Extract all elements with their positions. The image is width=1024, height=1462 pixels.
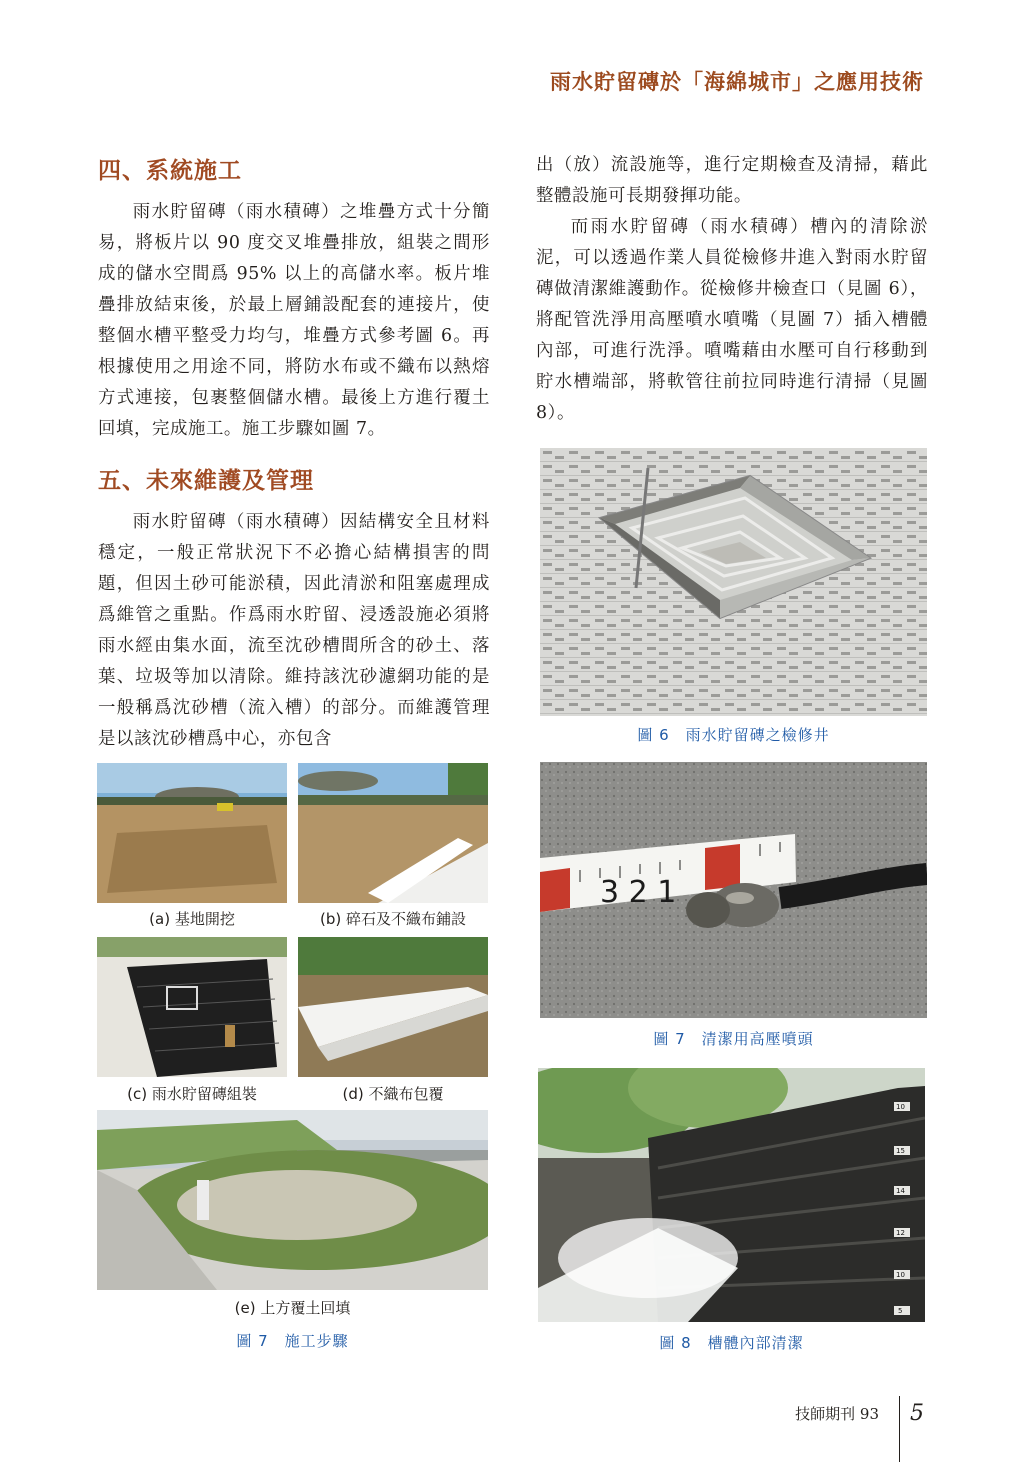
tank-tag: 5 [898, 1307, 903, 1315]
section-5 [98, 462, 490, 755]
sub-caption-a: (a) 基地開挖 [149, 910, 235, 928]
sub-caption-b: (b) 碎石及不織布鋪設 [320, 910, 466, 928]
paragraph-continued: 出（放）流設施等，進行定期檢查及清掃，藉此整體設施可長期發揮功能。 [536, 155, 928, 206]
tank-tag: 10 [896, 1103, 905, 1111]
section-paragraph: 雨水貯留磚（雨水積磚）之堆疊方式十分簡易，將板片以 90 度交叉堆疊排放，組裝之間形成的儲水空間爲 95% 以上的高儲水率。板片堆疊排放結束後，於最上層鋪設配套的連接片，使整個水槽平整受力均勻，堆疊方式參考圖 6。再根據使用之用途不同，將防水布或不織布以熱熔方式連接，包裹整個儲水槽。最後上方進行覆土回填，完成施工。施工步驟如圖 7。 [98, 202, 490, 439]
figure-8-caption: 圖 8 槽體內部清潔 [659, 1334, 804, 1352]
sub-caption-e: (e) 上方覆土回填 [234, 1299, 351, 1317]
photo-gravel-geotextile [298, 763, 488, 903]
section-4 [98, 152, 490, 445]
page-number: 5 [910, 1400, 924, 1426]
sub-caption-d: (d) 不織布包覆 [342, 1085, 444, 1103]
tank-tag: 15 [896, 1147, 905, 1155]
sub-caption-c: (c) 雨水貯留磚組裝 [127, 1085, 257, 1103]
page-footer [795, 1380, 924, 1446]
footer-divider [899, 1396, 900, 1462]
paragraph: 而雨水貯留磚（雨水積磚）槽內的清除淤泥，可以透過作業人員從檢修井進入對雨水貯留磚做清潔維護動作。從檢修井檢查口（見圖 6），將配管洗淨用高壓噴水噴嘴（見圖 7）插入槽體內部，可進行洗淨。噴嘴藉由水壓可自行移動到貯水槽端部，將軟管往前拉同時進行清掃（見圖 8）。 [536, 217, 928, 423]
photo-module-assembly [97, 937, 287, 1077]
journal-name: 技師期刊 93 [795, 1404, 879, 1423]
high-pressure-nozzle-photo [540, 762, 927, 1018]
running-title: 雨水貯留磚於「海綿城市」之應用技術 [550, 69, 924, 94]
photo-geotextile-wrap [298, 937, 488, 1077]
tank-tag: 12 [896, 1229, 905, 1237]
figure-7-steps-caption: 圖 7 施工步驟 [236, 1332, 349, 1350]
right-column-text [536, 150, 928, 429]
figure-7-nozzle-caption: 圖 7 清潔用高壓噴頭 [653, 1030, 814, 1048]
photo-site-excavation [97, 763, 287, 903]
photo-backfill [97, 1110, 488, 1290]
section-paragraph: 雨水貯留磚（雨水積磚）因結構安全且材料穩定，一般正常狀況下不必擔心結構損害的問題，但因土砂可能淤積，因此清淤和阻塞處理成爲維管之重點。作爲雨水貯留、浸透設施必須將雨水經由集水面，流至沈砂槽間所含的砂土、落葉、垃圾等加以清除。維持該沈砂濾網功能的是一般稱爲沈砂槽（流入槽）的部分。而維護管理是以該沈砂槽爲中心，亦包含 [98, 512, 490, 749]
tank-tag: 10 [896, 1271, 905, 1279]
section-heading: 五、未來維護及管理 [98, 468, 314, 494]
inspection-well-photo [540, 448, 927, 716]
ruler-digits: 3 2 1 [600, 875, 677, 910]
tank-tag: 14 [896, 1187, 905, 1195]
section-heading: 四、系統施工 [98, 158, 242, 184]
figure-6-caption: 圖 6 雨水貯留磚之檢修井 [637, 726, 830, 744]
tank-cleaning-photo [538, 1068, 925, 1322]
